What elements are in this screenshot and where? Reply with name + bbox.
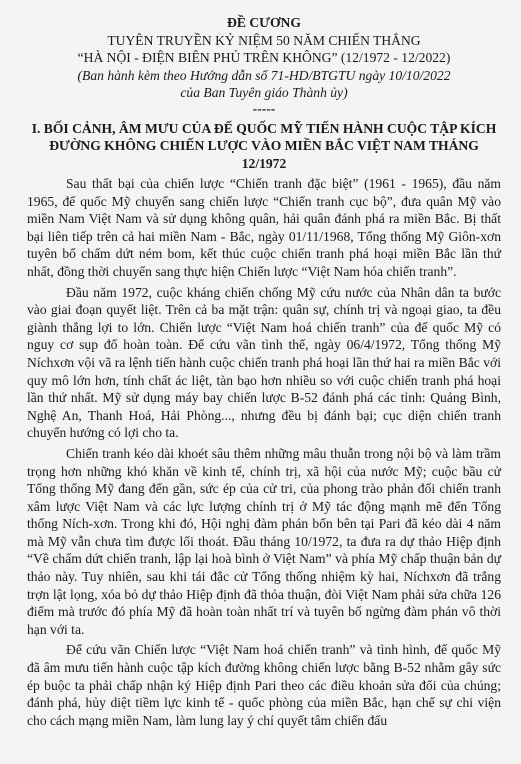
header-separator: ----- bbox=[252, 100, 276, 116]
paragraph: Để cứu vãn Chiến lược “Việt Nam hoá chiến tranh” và tình hình, đế quốc Mỹ đã âm mưu tiến hành cuộc tập kích đường không chiến lược bằng B-52 nhằm gây sức ép buộc ta phải chấp nhận ký Hiệp định Pari theo các điều khoản sửa đổi của chúng; đánh phá, hủy diệt tiềm lực kinh tế - quốc phòng của miền Bắc, hạn chế sự chi viện cho cách mạng miền Nam, làm lung lay ý chí quyết tâm chiến đấu bbox=[27, 642, 501, 728]
header-subtitle-1: (Ban hành kèm theo Hướng dẫn số 71-HD/BTGTU ngày 10/10/2022 bbox=[77, 67, 451, 83]
paragraph: Đầu năm 1972, cuộc kháng chiến chống Mỹ cứu nước của Nhân dân ta bước vào giai đoạn quyết liệt. Trên cả ba mặt trận: quân sự, chính trị và ngoại giao, ta đều giành thắng lợi to lớn. Chiến lược “Việt Nam hoá chiến tranh” của đế quốc Mỹ có nguy cơ sụp đổ hoàn toàn. Để cứu vãn tình thế, ngày 06/4/1972, Tổng thống Mỹ Níchxơn vội vã ra lệnh tiến hành cuộc chiến tranh phá hoại lần thứ hai ra miền Bắc với quy mô lớn hơn, tính chất ác liệt, tàn bạo hơn nhiều so với cuộc chiến tranh phá hoại lần thứ nhất. Mỹ sử dụng máy bay chiến lược B-52 đánh phá các tỉnh: Quảng Bình, Nghệ An, Thanh Hoá, Hải Phòng..., nhưng đều bị đánh bại; cục diện chiến tranh chuyển hướng có lợi cho ta. bbox=[27, 284, 501, 441]
paragraph: Sau thất bại của chiến lược “Chiến tranh đặc biệt” (1961 - 1965), đầu năm 1965, đế quốc Mỹ chuyển sang chiến lược “Chiến tranh cục bộ”, đưa quân Mỹ vào miền Nam Việt Nam và sử dụng không quân, hải quân đánh phá ra miền Bắc. Bị thất bại liên tiếp trên cả hai miền Nam - Bắc, ngày 01/11/1968, Tổng thống Mỹ Giôn-xơn tuyên bố chấm dứt ném bom, kết thúc cuộc chiến tranh phá hoại miền Bắc lần thứ nhất, đồng thời chuyển sang thực hiện Chiến lược “Việt Nam hóa chiến tranh”. bbox=[27, 176, 501, 279]
header-line-2: “HÀ NỘI - ĐIỆN BIÊN PHỦ TRÊN KHÔNG” (12/1972 - 12/2022) bbox=[77, 50, 451, 65]
document-header bbox=[27, 14, 501, 115]
header-subtitle-2: của Ban Tuyên giáo Thành ủy) bbox=[180, 85, 348, 100]
section-title: I. BỐI CẢNH, ÂM MƯU CỦA ĐẾ QUỐC MỸ TIẾN HÀNH CUỘC TẬP KÍCH ĐƯỜNG KHÔNG CHIẾN LƯỢC VÀO MIỀN BẮC VIỆT NAM THÁNG 12/1972 bbox=[31, 120, 497, 171]
document-title: ĐỀ CƯƠNG bbox=[227, 15, 301, 30]
paragraph: Chiến tranh kéo dài khoét sâu thêm những mâu thuẫn trong nội bộ và làm trầm trọng hơn những khó khăn về kinh tế, chính trị, xã hội của nước Mỹ; cuộc bầu cử Tổng thống Mỹ đang đến gần, sức ép của cử tri, của phong trào phản đối chiến tranh xâm lược Việt Nam và các lực lượng chính trị ở Mỹ tác động mạnh mẽ đến Tổng thống Ních-xơn. Trong khi đó, Hội nghị đàm phán bốn bên tại Pari đã kéo dài 4 năm mà Mỹ vẫn chưa tìm được lối thoát. Đầu tháng 10/1972, ta đưa ra dự thảo Hiệp định “Về chấm dứt chiến tranh, lập lại hoà bình ở Việt Nam” và phía Mỹ chấp thuận bản dự thảo này. Tuy nhiên, sau khi tái đắc cử Tổng thống nhiệm kỳ hai, Níchxơn đã trắng trợn lật lọng, xóa bỏ dự thảo Hiệp định đã thỏa thuận, đòi Việt Nam phải sửa chữa 126 điểm mà trước đó phía Mỹ đã hoàn toàn nhất trí và tuyên bố ngừng đàm phán vô thời hạn với ta. bbox=[27, 445, 501, 637]
header-line-1: TUYÊN TRUYỀN KỶ NIỆM 50 NĂM CHIẾN THẮNG bbox=[107, 32, 421, 48]
